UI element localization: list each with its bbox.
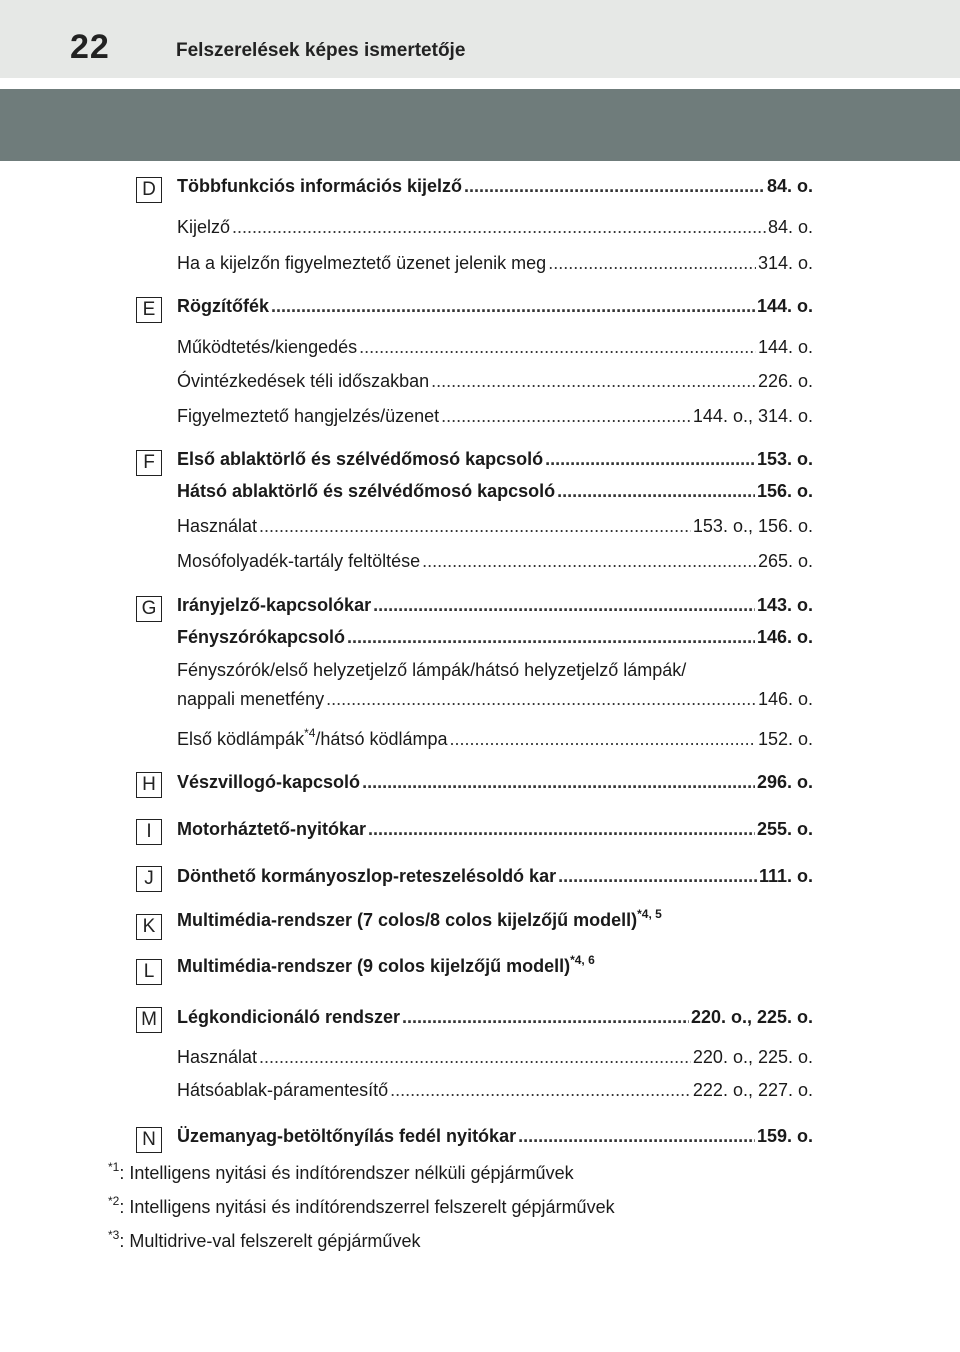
entry-label [177,296,269,317]
index-entry-main [177,819,813,840]
dot-leader [422,551,756,572]
page-reference: 156. o. [756,481,813,501]
section-marker-g: G [136,596,162,622]
entry-label [177,481,555,502]
entry-label [177,371,429,392]
entry-label: Fényszórók/első helyzetjelző lámpák/hátsó helyzetjelző lámpák/ [177,660,687,680]
page-reference: 220. o., 225. o. [690,1007,813,1027]
index-entry-sub [177,337,813,358]
entry-text-cont: /hátsó ködlámpa [315,729,448,749]
page-reference: 314. o. [757,253,813,273]
footnote-ref: *4, 5 [637,907,662,921]
index-entry [177,660,686,681]
index-entry-sub [177,516,813,537]
entry-text: Légkondicionáló rendszer [177,1007,401,1027]
entry-label [177,217,230,238]
dot-leader [347,627,755,648]
section-marker-d: D [136,177,162,203]
footnote-text: : Multidrive-val felszerelt gépjárművek [119,1231,421,1251]
entry-text: Vészvillogó-kapcsoló [177,772,361,792]
page-reference: 146. o. [756,627,813,647]
entry-label: Multimédia-rendszer (7 colos/8 colos kijelzőjű modell) [177,910,638,930]
entry-text: Első ködlámpák [177,729,305,749]
index-entry-main [177,481,813,502]
dot-leader [450,729,756,750]
page-reference: 222. o., 227. o. [692,1080,813,1100]
index-entry-sub [177,406,813,427]
index-entry-main [177,449,813,470]
entry-text: Dönthető kormányoszlop-reteszelésoldó kar [177,866,557,886]
page-reference: 144. o. [756,296,813,316]
entry-text: Kijelző [177,217,231,237]
entry-text: Ha a kijelzőn figyelmeztető üzenet jelenik meg [177,253,547,273]
dot-leader [431,371,756,392]
entry-label [177,819,366,840]
page-reference: 111. o. [758,866,813,886]
section-marker-i: I [136,819,162,845]
dot-leader [402,1007,689,1028]
index-entry [177,907,662,931]
entry-label [177,449,543,470]
entry-text: Óvintézkedések téli időszakban [177,371,430,391]
index-entry-main [177,866,813,887]
entry-label [177,516,257,537]
page-reference: 226. o. [757,371,813,391]
index-entry-sub [177,551,813,572]
section-marker-m: M [136,1007,162,1033]
page-reference: 152. o. [757,729,813,749]
index-entry-main [177,595,813,616]
entry-text: Használat [177,1047,258,1067]
entry-label [177,1126,516,1147]
dot-leader [326,689,756,710]
entry-label [177,595,371,616]
entry-text: Üzemanyag-betöltőnyílás fedél nyitókar [177,1126,517,1146]
section-marker-e: E [136,297,162,323]
dot-leader [441,406,691,427]
footnote-ref: *4, 6 [570,953,595,967]
section-marker-h: H [136,772,162,798]
entry-label [177,176,462,197]
index-entry-sub [177,217,813,238]
index-entry-main [177,627,813,648]
dot-leader [548,253,756,274]
page-reference: 153. o., 156. o. [692,516,813,536]
page-reference: 220. o., 225. o. [692,1047,813,1067]
section-marker-j: J [136,866,162,892]
entry-label [177,551,420,572]
footnote-mark: *3 [108,1228,120,1242]
index-entry-sub [177,726,813,750]
dot-leader [464,176,765,197]
dot-leader [373,595,755,616]
entry-text: Mosófolyadék-tartály feltöltése [177,551,421,571]
footnote-ref: *4 [304,726,316,740]
page-reference: 296. o. [756,772,813,792]
page-reference: 153. o. [756,449,813,469]
entry-text: Hátsóablak-páramentesítő [177,1080,389,1100]
page-reference: 144. o. [757,337,813,357]
entry-label [177,337,357,358]
page-reference: 144. o., 314. o. [692,406,813,426]
index-entry-sub [177,253,813,274]
entry-text: Irányjelző-kapcsolókar [177,595,372,615]
dot-leader [271,296,755,317]
page-reference: 84. o. [766,176,813,196]
entry-text: Figyelmeztető hangjelzés/üzenet [177,406,440,426]
entry-label [177,1007,400,1028]
entry-label [177,689,324,710]
footnote-mark: *2 [108,1194,120,1208]
entry-label [177,866,556,887]
page-reference: 143. o. [756,595,813,615]
footnote [108,1194,615,1218]
entry-label [177,406,439,427]
dot-leader [558,866,757,887]
header-bar [0,0,960,78]
section-marker-n: N [136,1127,162,1153]
entry-text: Használat [177,516,258,536]
footnote [108,1160,574,1184]
index-entry [177,953,595,977]
section-marker-l: L [136,959,162,985]
dot-leader [545,449,755,470]
entry-text: nappali menetfény [177,689,325,709]
index-entry-sub [177,1080,813,1101]
entry-text: Többfunkciós információs kijelző [177,176,463,196]
page-reference: 265. o. [757,551,813,571]
entry-label [177,1080,388,1101]
index-entry-sub [177,371,813,392]
page-reference: 84. o. [767,217,813,237]
dot-leader [390,1080,691,1101]
dot-leader [259,516,691,537]
footnote [108,1228,421,1252]
entry-label [177,772,360,793]
index-entry-sub [177,689,813,710]
index-entry-main [177,1126,813,1147]
entry-label [177,726,448,750]
page-reference: 255. o. [756,819,813,839]
entry-text: Motorháztető-nyitókar [177,819,366,839]
dot-leader [359,337,756,358]
footnote-mark: *1 [108,1160,120,1174]
entry-label: Multimédia-rendszer (9 colos kijelzőjű modell) [177,956,571,976]
entry-text: Fényszórókapcsoló [177,627,346,647]
entry-text: Működtetés/kiengedés [177,337,358,357]
page-title: Felszerelések képes ismertetője [176,40,466,61]
entry-text: Első ablaktörlő és szélvédőmosó kapcsoló [177,449,544,469]
index-entry-main [177,176,813,197]
entry-label [177,1047,257,1068]
page-reference: 159. o. [756,1126,813,1146]
page-reference: 146. o. [757,689,813,709]
entry-text: Rögzítőfék [177,296,269,316]
entry-label [177,627,345,648]
index-entry-main [177,296,813,317]
index-entry-main [177,1007,813,1028]
footnote-text: : Intelligens nyitási és indítórendszer nélküli gépjárművek [119,1163,574,1183]
dot-leader [368,819,755,840]
entry-text: Hátsó ablaktörlő és szélvédőmosó kapcsoló [177,481,556,501]
dot-leader [518,1126,755,1147]
index-entry-main [177,772,813,793]
section-marker-f: F [136,450,162,476]
dot-leader [259,1047,691,1068]
dot-leader [362,772,755,793]
header-band [0,89,960,161]
footnote-text: : Intelligens nyitási és indítórendszerrel felszerelt gépjárművek [119,1197,615,1217]
section-marker-k: K [136,914,162,940]
dot-leader [232,217,766,238]
page-number: 22 [70,28,110,66]
entry-label [177,253,546,274]
index-entry-sub [177,1047,813,1068]
dot-leader [557,481,755,502]
